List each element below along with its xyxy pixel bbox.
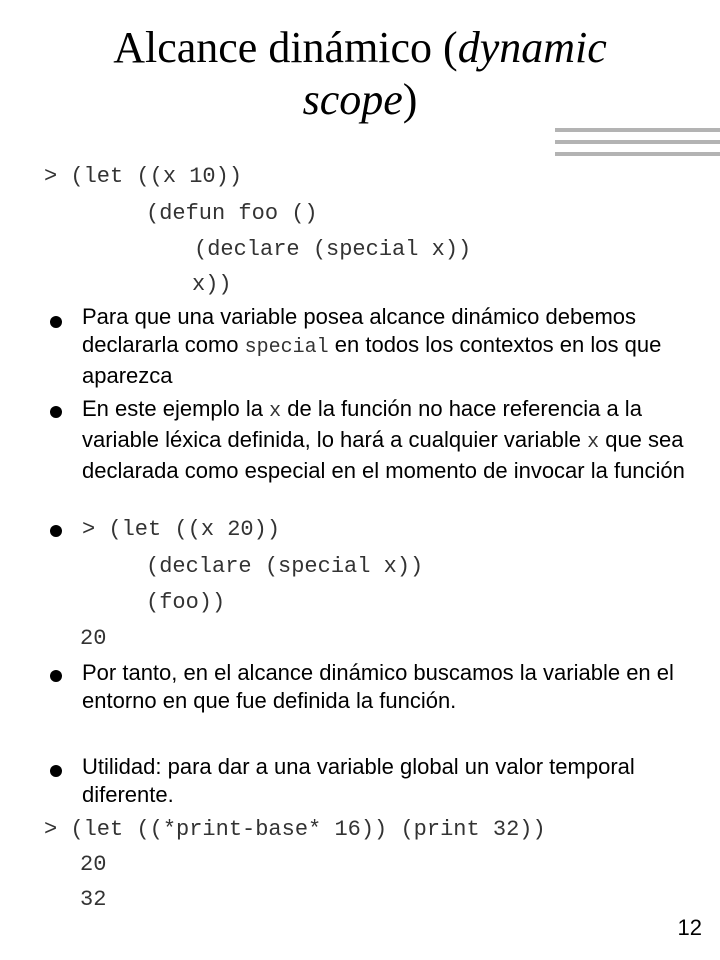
- slide-title-line1: [60, 22, 660, 74]
- inline-code: x: [587, 431, 600, 454]
- title-italic-text: scope: [302, 75, 403, 124]
- bullet-icon: [50, 406, 62, 418]
- divider-line: [555, 152, 720, 156]
- code-output: 20: [80, 852, 107, 877]
- code-line: > (let ((*print-base* 16)) (print 32)): [44, 817, 546, 842]
- bullet-text: [82, 303, 702, 390]
- page-number: 12: [677, 915, 702, 940]
- bullet-text-part: que sea declarada como especial en el momento de invocar la función: [82, 427, 685, 483]
- bullet-text-part: Para que una variable posea alcance dinámico debemos declararla como: [82, 304, 637, 357]
- bullet-icon: [50, 765, 62, 777]
- bullet-icon: [50, 670, 62, 682]
- bullet-text: [82, 395, 702, 485]
- bullet-text: Por tanto, en el alcance dinámico buscamos la variable en el entorno en que fue definida la función.: [82, 660, 674, 713]
- code-output: 32: [80, 887, 107, 912]
- inline-code: special: [244, 336, 329, 359]
- code-line: (defun foo (): [146, 201, 318, 226]
- bullet-text-part: En este ejemplo la: [82, 396, 270, 421]
- bullet-text-part: de la función no hace referencia a la variable léxica definida, lo hará a cualquier variable: [82, 396, 642, 452]
- slide-title-line2: [60, 74, 660, 126]
- code-line: x)): [192, 272, 232, 297]
- bullet-icon: [50, 525, 62, 537]
- code-output: 20: [80, 626, 107, 651]
- code-line: (foo)): [146, 590, 226, 615]
- divider-line: [555, 140, 720, 144]
- bullet-icon: [50, 316, 62, 328]
- code-line: (declare (special x)): [194, 237, 472, 262]
- inline-code: x: [269, 400, 282, 423]
- code-line: > (let ((x 20)): [82, 517, 281, 542]
- bullet-text-part: en todos los contextos en los que aparezca: [82, 332, 662, 388]
- title-text: ): [402, 75, 418, 124]
- bullet-text: Utilidad: para dar a una variable global un valor temporal diferente.: [82, 754, 635, 807]
- title-text: Alcance dinámico (: [113, 23, 458, 72]
- divider-line: [555, 128, 720, 132]
- title-italic-text: dynamic: [457, 23, 607, 72]
- code-line: > (let ((x 10)): [44, 164, 243, 189]
- code-line: (declare (special x)): [146, 554, 424, 579]
